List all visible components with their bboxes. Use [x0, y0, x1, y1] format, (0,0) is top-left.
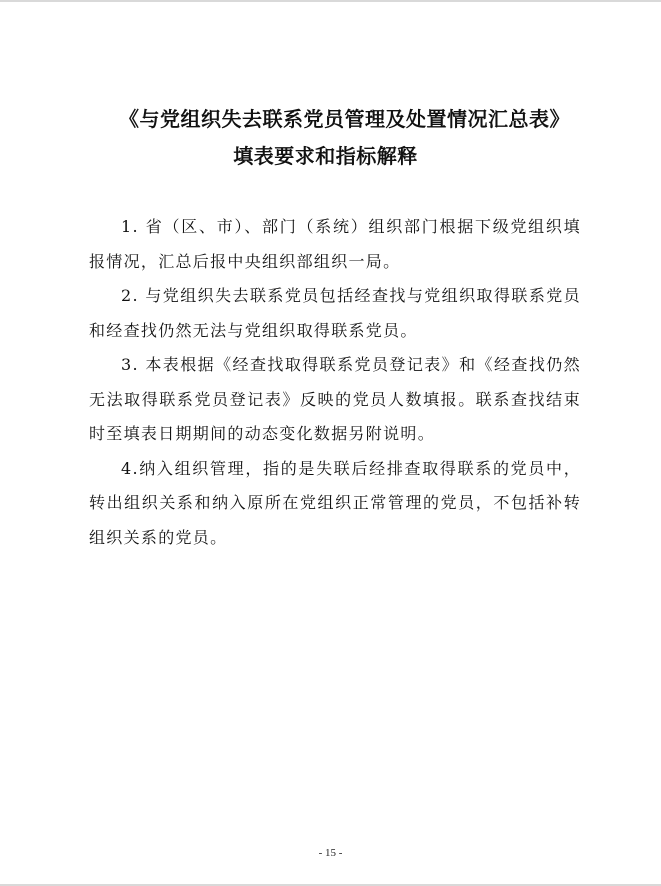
- page-number: - 15 -: [318, 847, 343, 859]
- top-border: [0, 0, 661, 2]
- paragraph-2: 2. 与党组织失去联系党员包括经查找与党组织取得联系党员和经查找仍然无法与党组织取得联系党员。: [89, 286, 581, 340]
- paragraph-3: 3. 本表根据《经查找取得联系党员登记表》和《经查找仍然无法取得联系党员登记表》反映的党员人数填报。联系查找结束时至填表日期期间的动态变化数据另附说明。: [89, 355, 581, 443]
- paragraph-4: 4.纳入组织管理，指的是失联后经排查取得联系的党员中，转出组织关系和纳入原所在党组织正常管理的党员，不包括补转组织关系的党员。: [89, 458, 581, 547]
- document-title: 《与党组织失去联系党员管理及处置情况汇总表》: [119, 107, 570, 131]
- paragraph-1: 1. 省（区、市）、部门（系统）组织部门根据下级党组织填报情况，汇总后报中央组织部组织一局。: [89, 217, 581, 271]
- document-subtitle: 填表要求和指标解释: [233, 144, 418, 168]
- document-body: [89, 210, 581, 555]
